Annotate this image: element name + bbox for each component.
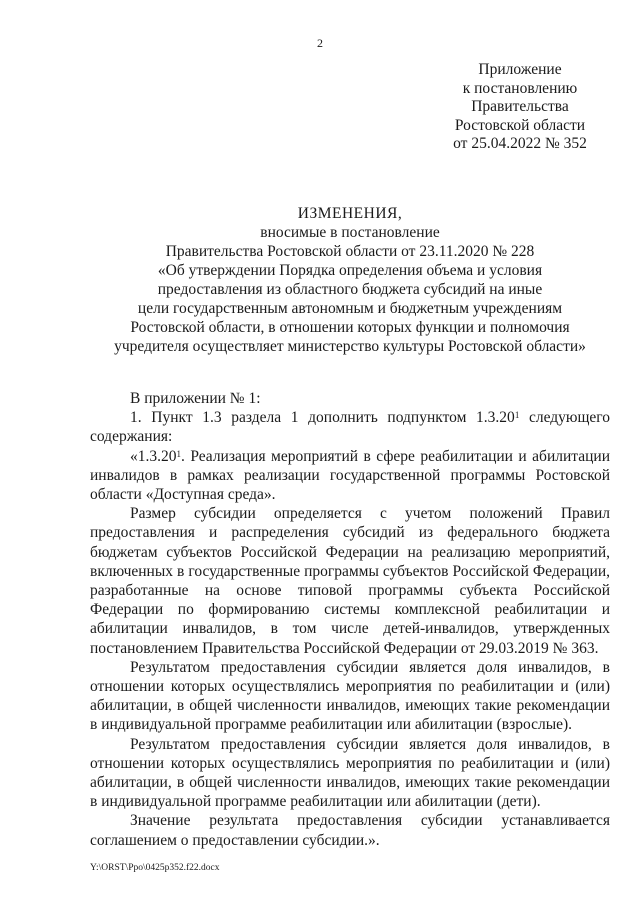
document-title <box>90 204 610 356</box>
p1-superscript: 1 <box>514 410 520 421</box>
p1-text: 1. Пункт 1.3 раздела 1 дополнить подпунктом 1.3.20 <box>130 409 515 427</box>
title-heading: ИЗМЕНЕНИЯ, <box>297 205 403 222</box>
intro-paragraph: В приложении № 1: <box>130 390 261 407</box>
p2-text: «1.3.20 <box>130 447 177 465</box>
paragraph-1 <box>90 408 610 446</box>
appendix-line: Приложение <box>478 61 562 78</box>
title-line: вносимые в постановление <box>260 224 440 241</box>
appendix-line: от 25.04.2022 № 352 <box>453 135 587 153</box>
paragraph-4: Результатом предоставления субсидии является доля инвалидов, в отношении которых осуществлялись мероприятия по реабилитации и (или) абилитации, в общей численности инвалидов, имеющих такие рекомендации в индивидуальной программе реабилитации или абилитации (взрослые). <box>90 658 610 734</box>
document-body <box>90 389 610 850</box>
title-line: «Об утверждении Порядка определения объема и условия <box>157 262 543 279</box>
title-line: учредителя осуществляет министерство культуры Ростовской области» <box>114 338 586 355</box>
paragraph-6: Значение результата предоставления субсидии устанавливается соглашением о предоставлении субсидии.». <box>90 812 610 849</box>
appendix-line: Правительства <box>471 98 569 116</box>
p2-superscript: 1 <box>176 448 181 459</box>
appendix-block <box>425 61 615 154</box>
paragraph-3: Размер субсидии определяется с учетом положений Правил предоставления и распределения субсидий из федерального бюджета бюджетам субъектов Российской Федерации на реализацию мероприятий, включенных в государственные программы субъектов Российской Федерации, разработанные на основе типовой программы субъекта Российской Федерации по формированию системы комплексной реабилитации и абилитации инвалидов, в том числе детей-инвалидов, утвержденных постановлением Правительства Российской Федерации от 29.03.2019 № 363. <box>90 505 610 657</box>
title-line: Ростовской области, в отношении которых функции и полномочия <box>130 319 570 336</box>
appendix-line: к постановлению <box>462 79 578 97</box>
p2-text-end: . Реализация мероприятий в сфере реабилитации и абилитации инвалидов в рамках реализации государственной программы Ростовской области «Доступная среда». <box>90 447 610 504</box>
file-path-footer: Y:\ORST\Ppo\0425p352.f22.docx <box>90 863 220 873</box>
appendix-line: Ростовской области <box>454 116 586 134</box>
paragraph-2 <box>90 447 610 505</box>
page-number: 2 <box>317 36 323 50</box>
p1-text-end: следующего содержания: <box>90 409 610 446</box>
title-line: цели государственным автономным и бюджетным учреждениям <box>137 300 563 317</box>
title-line: Правительства Ростовской области от 23.11.2020 № 228 <box>165 243 535 260</box>
paragraph-5: Результатом предоставления субсидии является доля инвалидов, в отношении которых осуществлялись мероприятия по реабилитации и (или) абилитации, в общей численности инвалидов, имеющих такие рекомендации в индивидуальной программе реабилитации или абилитации (дети). <box>90 735 610 811</box>
title-line: предоставления из областного бюджета субсидий на иные <box>157 281 543 298</box>
